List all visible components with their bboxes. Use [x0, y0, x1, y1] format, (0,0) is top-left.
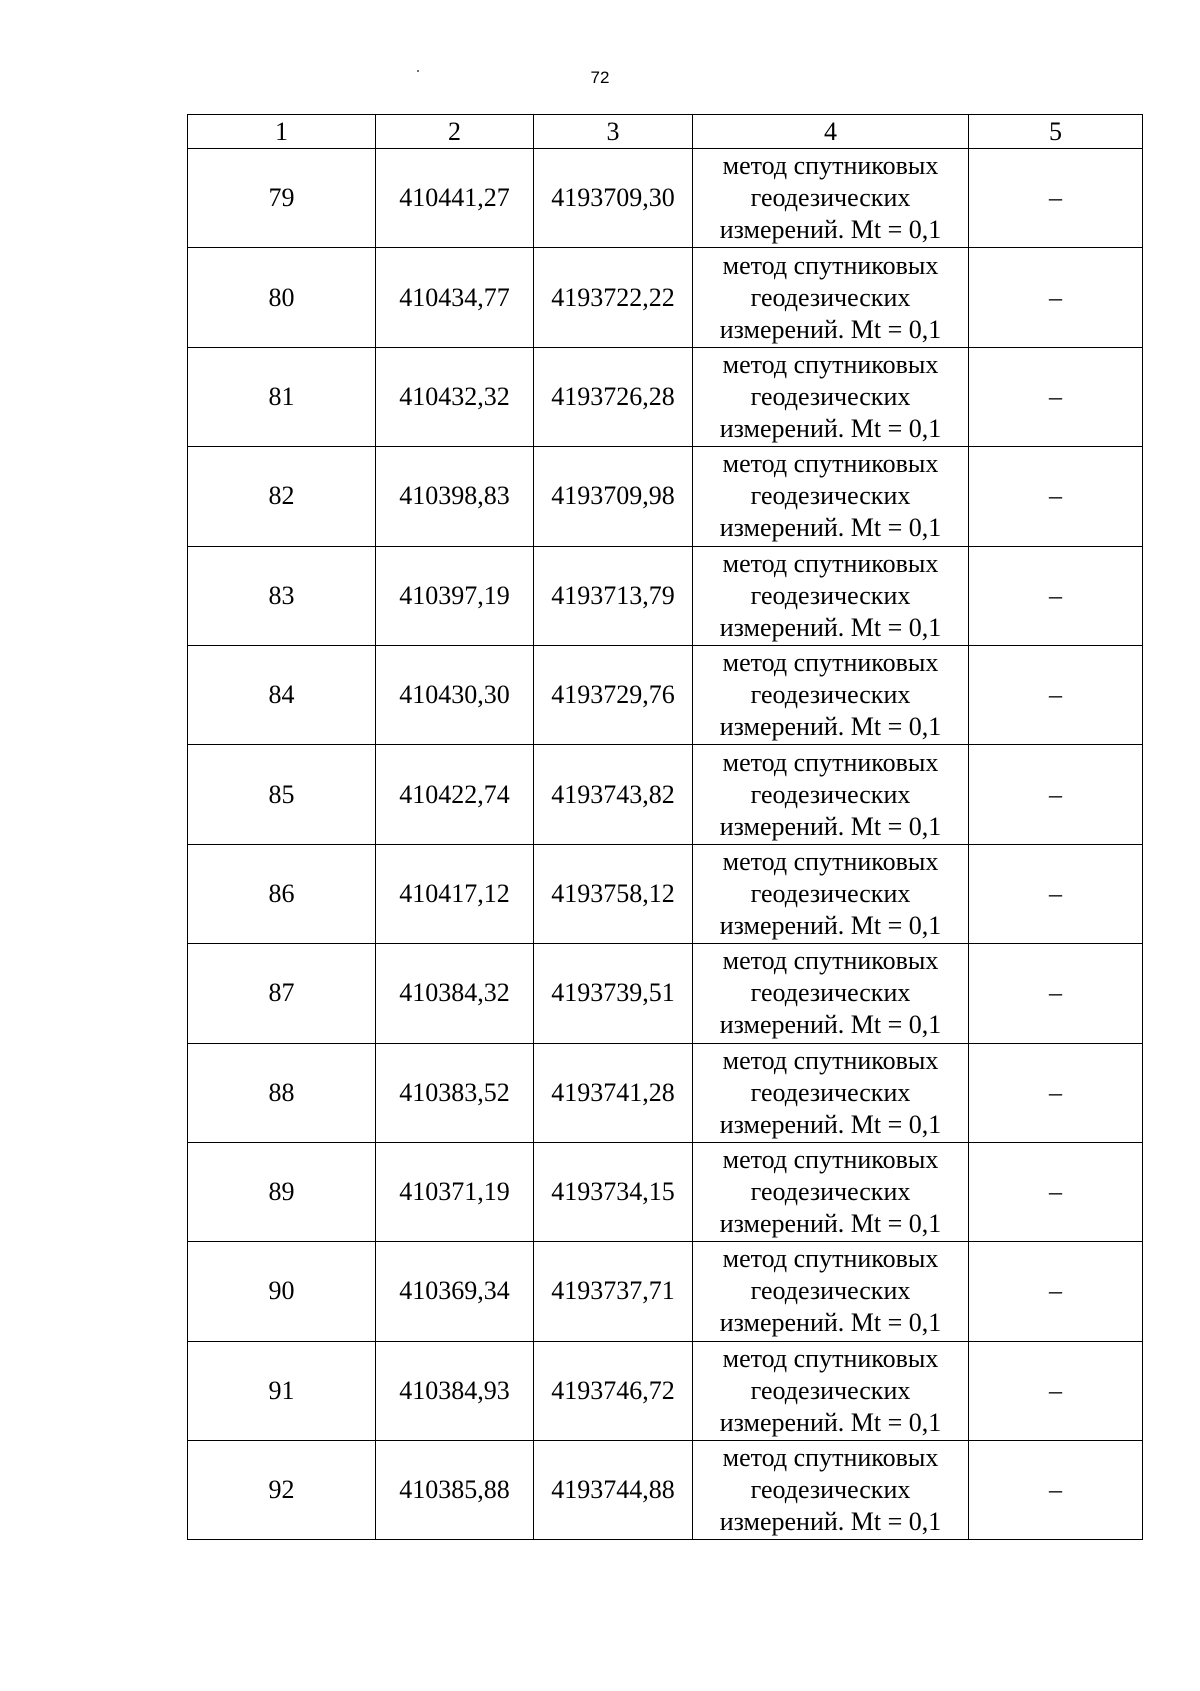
method-line: геодезических [750, 183, 911, 213]
point-number: 81 [188, 347, 376, 446]
coordinate-y: 4193744,88 [534, 1441, 693, 1540]
method-line: метод спутниковых [722, 1343, 939, 1373]
method-line: измерений. Mt = 0,1 [719, 1308, 942, 1338]
header-col-4: 4 [693, 115, 969, 149]
table-row [188, 447, 1143, 546]
coordinate-x: 410397,19 [376, 546, 534, 645]
coordinate-x: 410384,32 [376, 944, 534, 1043]
coordinate-y: 4193713,79 [534, 546, 693, 645]
method-line: измерений. Mt = 0,1 [719, 513, 942, 543]
table-row [188, 1242, 1143, 1341]
coordinate-y: 4193737,71 [534, 1242, 693, 1341]
coordinate-x: 410422,74 [376, 745, 534, 844]
coordinate-y: 4193743,82 [534, 745, 693, 844]
method-line: геодезических [750, 381, 911, 411]
method-line: метод спутниковых [722, 1045, 939, 1075]
method-line: геодезических [750, 580, 911, 610]
method-description [693, 645, 969, 744]
method-line: метод спутниковых [722, 648, 939, 678]
note: – [969, 1043, 1143, 1142]
note: – [969, 248, 1143, 347]
method-line: геодезических [750, 1077, 911, 1107]
method-line: измерений. Mt = 0,1 [719, 1010, 942, 1040]
note: – [969, 1242, 1143, 1341]
method-line: измерений. Mt = 0,1 [719, 1109, 942, 1139]
coordinate-y: 4193709,30 [534, 149, 693, 248]
table-row [188, 1043, 1143, 1142]
method-line: измерений. Mt = 0,1 [719, 314, 942, 344]
method-line: измерений. Mt = 0,1 [719, 215, 942, 245]
point-number: 89 [188, 1142, 376, 1241]
point-number: 91 [188, 1341, 376, 1440]
header-col-2: 2 [376, 115, 534, 149]
table-row [188, 1142, 1143, 1241]
coordinate-x: 410417,12 [376, 844, 534, 943]
method-description [693, 546, 969, 645]
method-line: метод спутниковых [722, 1145, 939, 1175]
method-line: геодезических [750, 1475, 911, 1505]
note: – [969, 1142, 1143, 1241]
coordinate-x: 410369,34 [376, 1242, 534, 1341]
method-description [693, 1341, 969, 1440]
header-col-5: 5 [969, 115, 1143, 149]
method-line: геодезических [750, 779, 911, 809]
coordinate-x: 410383,52 [376, 1043, 534, 1142]
coordinate-x: 410432,32 [376, 347, 534, 446]
table-row [188, 944, 1143, 1043]
coordinates-table [187, 114, 1143, 1540]
header-col-1: 1 [188, 115, 376, 149]
note: – [969, 844, 1143, 943]
method-line: метод спутниковых [722, 449, 939, 479]
table-row [188, 1341, 1143, 1440]
method-line: метод спутниковых [722, 1443, 939, 1473]
note: – [969, 944, 1143, 1043]
coordinate-y: 4193741,28 [534, 1043, 693, 1142]
method-line: метод спутниковых [722, 250, 939, 280]
method-description [693, 447, 969, 546]
note: – [969, 347, 1143, 446]
method-line: измерений. Mt = 0,1 [719, 1507, 942, 1537]
method-line: геодезических [750, 1276, 911, 1306]
point-number: 88 [188, 1043, 376, 1142]
note: – [969, 745, 1143, 844]
method-line: измерений. Mt = 0,1 [719, 612, 942, 642]
method-description [693, 149, 969, 248]
coordinate-x: 410398,83 [376, 447, 534, 546]
method-line: метод спутниковых [722, 747, 939, 777]
coordinate-x: 410385,88 [376, 1441, 534, 1540]
table-row [188, 844, 1143, 943]
method-line: измерений. Mt = 0,1 [719, 413, 942, 443]
method-description [693, 1043, 969, 1142]
point-number: 90 [188, 1242, 376, 1341]
point-number: 79 [188, 149, 376, 248]
method-line: геодезических [750, 878, 911, 908]
coordinate-y: 4193709,98 [534, 447, 693, 546]
point-number: 83 [188, 546, 376, 645]
coordinate-y: 4193729,76 [534, 645, 693, 744]
table-row [188, 645, 1143, 744]
note: – [969, 645, 1143, 744]
header-row [188, 115, 1143, 149]
method-line: метод спутниковых [722, 946, 939, 976]
table-row [188, 149, 1143, 248]
note: – [969, 1441, 1143, 1540]
coordinate-x: 410430,30 [376, 645, 534, 744]
method-line: метод спутниковых [722, 1244, 939, 1274]
coordinate-y: 4193739,51 [534, 944, 693, 1043]
coordinate-y: 4193758,12 [534, 844, 693, 943]
method-line: геодезических [750, 680, 911, 710]
table-row [188, 546, 1143, 645]
table-row [188, 1441, 1143, 1540]
method-description [693, 1142, 969, 1241]
note: – [969, 447, 1143, 546]
method-line: метод спутниковых [722, 846, 939, 876]
method-line: измерений. Mt = 0,1 [719, 910, 942, 940]
method-line: измерений. Mt = 0,1 [719, 1407, 942, 1437]
method-line: геодезических [750, 481, 911, 511]
table-row [188, 248, 1143, 347]
coordinate-y: 4193746,72 [534, 1341, 693, 1440]
method-line: геодезических [750, 978, 911, 1008]
method-line: геодезических [750, 1177, 911, 1207]
point-number: 86 [188, 844, 376, 943]
method-line: метод спутниковых [722, 349, 939, 379]
table-row [188, 347, 1143, 446]
coordinate-x: 410434,77 [376, 248, 534, 347]
point-number: 87 [188, 944, 376, 1043]
coordinate-y: 4193734,15 [534, 1142, 693, 1241]
point-number: 85 [188, 745, 376, 844]
table-row [188, 745, 1143, 844]
note: – [969, 1341, 1143, 1440]
page-number: 72 [590, 68, 610, 87]
coordinate-x: 410441,27 [376, 149, 534, 248]
coordinate-x: 410371,19 [376, 1142, 534, 1241]
point-number: 92 [188, 1441, 376, 1540]
note: – [969, 149, 1143, 248]
method-line: измерений. Mt = 0,1 [719, 712, 942, 742]
point-number: 80 [188, 248, 376, 347]
method-line: измерений. Mt = 0,1 [719, 811, 942, 841]
method-description [693, 1242, 969, 1341]
note: – [969, 546, 1143, 645]
method-description [693, 248, 969, 347]
method-line: метод спутниковых [722, 548, 939, 578]
coordinate-x: 410384,93 [376, 1341, 534, 1440]
point-number: 84 [188, 645, 376, 744]
method-description [693, 844, 969, 943]
table-body [188, 149, 1143, 1540]
method-line: геодезических [750, 282, 911, 312]
method-line: геодезических [750, 1375, 911, 1405]
method-description [693, 1441, 969, 1540]
method-description [693, 745, 969, 844]
coordinate-y: 4193722,22 [534, 248, 693, 347]
method-line: измерений. Mt = 0,1 [719, 1209, 942, 1239]
method-line: метод спутниковых [722, 151, 939, 181]
coordinate-y: 4193726,28 [534, 347, 693, 446]
point-number: 82 [188, 447, 376, 546]
header-col-3: 3 [534, 115, 693, 149]
method-description [693, 347, 969, 446]
method-description [693, 944, 969, 1043]
